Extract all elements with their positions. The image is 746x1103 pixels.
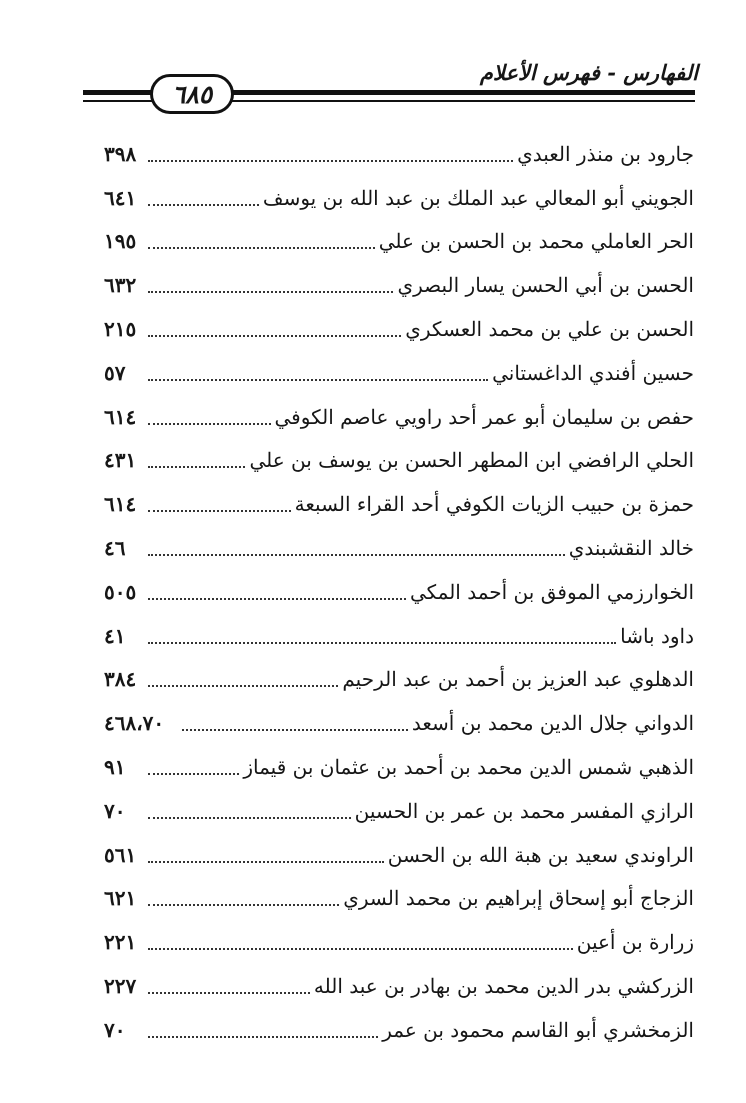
entry-name: زرارة بن أعين: [576, 930, 694, 955]
entry-name: الخوارزمي الموفق بن أحمد المكي: [409, 579, 694, 604]
leader-dots: [148, 685, 338, 687]
entry-name: حسين أفندي الداغستاني: [492, 360, 694, 385]
entry-name: الزركشي بدر الدين محمد بن بهادر بن عبد الله: [313, 974, 694, 999]
entry-page-number: ٧٠: [104, 798, 126, 823]
entry-page-number: ٦٤١: [104, 185, 137, 210]
leader-dots: [148, 1036, 378, 1038]
entry-page-number: ٥٧: [104, 360, 126, 385]
index-entry: [104, 395, 694, 439]
entry-name: الدواني جلال الدين محمد بن أسعد: [411, 711, 694, 736]
entry-name: الحلي الرافضي ابن المطهر الحسن بن يوسف بن علي: [249, 448, 694, 473]
index-entry: [104, 526, 694, 570]
entry-page-number: ٦١٤: [104, 492, 137, 517]
entry-page-number: ٤٦٨،٧٠: [104, 711, 165, 736]
index-entry: [104, 220, 694, 264]
entry-page-number: ١٩٥: [104, 229, 137, 254]
entry-page-number: ٢٢١: [104, 930, 137, 955]
leader-dots: [148, 204, 259, 206]
leader-dots: [148, 642, 616, 644]
leader-dots: [148, 904, 339, 906]
entry-page-number: ٣٨٤: [104, 667, 137, 692]
leader-dots: [148, 948, 573, 950]
leader-dots: [148, 554, 565, 556]
entry-name: حفص بن سليمان أبو عمر أحد راويي عاصم الكوفي: [274, 404, 694, 429]
entry-name: الحسن بن أبي الحسن يسار البصري: [397, 273, 694, 298]
entry-name: الراوندي سعيد بن هبة الله بن الحسن: [387, 842, 694, 867]
leader-dots: [148, 598, 406, 600]
index-entry: [104, 570, 694, 614]
index-entry: [104, 877, 694, 921]
entry-name: جارود بن منذر العبدي: [517, 141, 694, 166]
leader-dots: [148, 379, 488, 381]
entry-page-number: ٦٢١: [104, 886, 137, 911]
entry-page-number: ٦١٤: [104, 404, 137, 429]
entry-name: الجويني أبو المعالي عبد الملك بن عبد الله بن يوسف: [262, 185, 694, 210]
entry-name: خالد النقشبندي: [568, 536, 694, 561]
index-entry: [104, 351, 694, 395]
entry-name: الزمخشري أبو القاسم محمود بن عمر: [382, 1017, 694, 1042]
index-entry: [104, 439, 694, 483]
running-header-title: الفهارس - فهرس الأعلام: [479, 60, 698, 85]
entry-name: الرازي المفسر محمد بن عمر بن الحسين: [354, 798, 694, 823]
index-entry: [104, 701, 694, 745]
entry-page-number: ٧٠: [104, 1017, 126, 1042]
leader-dots: [148, 466, 245, 468]
index-entry: [104, 482, 694, 526]
leader-dots: [148, 992, 310, 994]
index-entry: [104, 920, 694, 964]
entry-name: الحسن بن علي بن محمد العسكري: [405, 317, 694, 342]
leader-dots: [148, 817, 351, 819]
index-entry: [104, 964, 694, 1008]
entry-name: حمزة بن حبيب الزيات الكوفي أحد القراء السبعة: [294, 492, 694, 517]
index-entry: [104, 263, 694, 307]
leader-dots: [148, 160, 513, 162]
leader-dots: [182, 729, 408, 731]
index-entry: [104, 1008, 694, 1052]
entry-page-number: ٥٦١: [104, 842, 137, 867]
leader-dots: [148, 247, 375, 249]
index-entry: [104, 745, 694, 789]
entry-page-number: ٢١٥: [104, 317, 137, 342]
index-entry: [104, 658, 694, 702]
entry-page-number: ٦٣٢: [104, 273, 137, 298]
leader-dots: [148, 423, 271, 425]
index-entry: [104, 176, 694, 220]
index-entry: [104, 789, 694, 833]
entry-name: الزجاج أبو إسحاق إبراهيم بن محمد السري: [343, 886, 694, 911]
index-entry: [104, 132, 694, 176]
leader-dots: [148, 510, 291, 512]
index-entry: [104, 614, 694, 658]
leader-dots: [148, 335, 401, 337]
page-number-badge: ٦٨٥: [150, 74, 234, 114]
entry-page-number: ٣٩٨: [104, 141, 137, 166]
entry-page-number: ٩١: [104, 755, 126, 780]
entry-page-number: ٢٢٧: [104, 974, 137, 999]
entry-name: داود باشا: [620, 623, 694, 648]
leader-dots: [148, 291, 393, 293]
entry-page-number: ٤٣١: [104, 448, 137, 473]
index-entry: [104, 307, 694, 351]
entry-page-number: ٤١: [104, 623, 126, 648]
entry-page-number: ٥٠٥: [104, 579, 137, 604]
entry-name: الحر العاملي محمد بن الحسن بن علي: [378, 229, 694, 254]
entry-page-number: ٤٦: [104, 536, 126, 561]
entry-name: الذهبي شمس الدين محمد بن أحمد بن عثمان بن قيماز: [243, 755, 694, 780]
leader-dots: [148, 773, 239, 775]
index-entry: [104, 833, 694, 877]
leader-dots: [148, 861, 384, 863]
entry-name: الدهلوي عبد العزيز بن أحمد بن عبد الرحيم: [342, 667, 694, 692]
index-entry-list: [104, 132, 694, 1052]
